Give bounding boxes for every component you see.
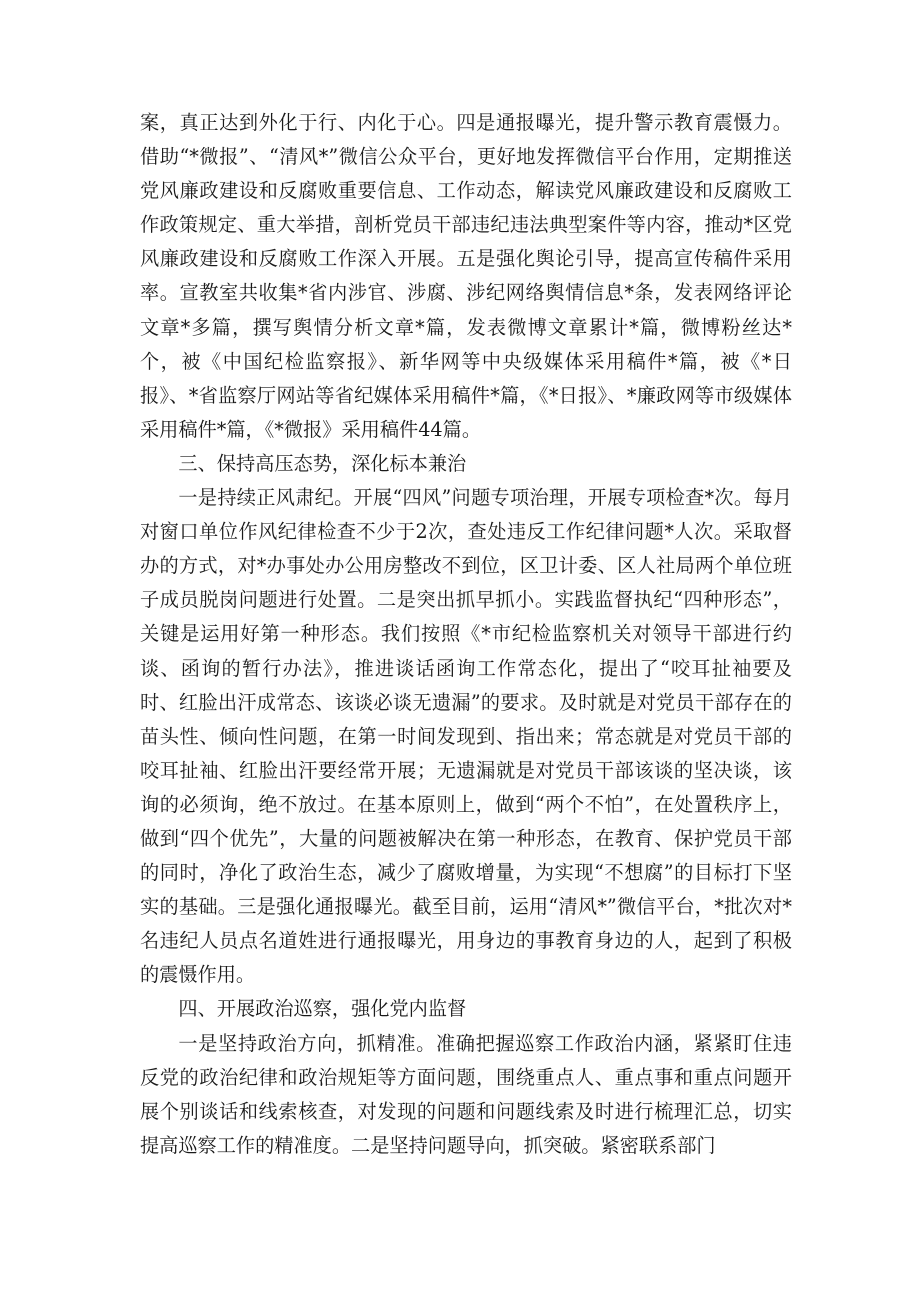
document-body xyxy=(140,106,792,1163)
section-heading-three: 三、保持高压态势，深化标本兼治 xyxy=(178,451,467,475)
paragraph-inspection: 一是坚持政治方向，抓精准。准确把握巡察工作政治内涵，紧紧盯住违反党的政治纪律和政治规矩等方面问题，围绕重点人、重点事和重点问题开展个别谈话和线索核查，对发现的问题和问题线索及时进行梳理汇总，切实提高巡察工作的精准度。二是坚持问题导向，抓突破。紧密联系部门 xyxy=(140,1031,792,1157)
paragraph-discipline: 一是持续正风肃纪。开展“四风”问题专项治理，开展专项检查*次。每月对窗口单位作风纪律检查不少于2次，查处违反工作纪律问题*人次。采取督办的方式，对*办事处办公用房整改不到位，区卫计委、区人社局两个单位班子成员脱岗问题进行处置。二是突出抓早抓小。实践监督执纪“四种形态”，关键是运用好第一种形态。我们按照《*市纪检监察机关对领导干部进行约谈、函询的暂行办法》，推进谈话函询工作常态化，提出了“咬耳扯袖要及时、红脸出汗成常态、该谈必谈无遗漏”的要求。及时就是对党员干部存在的苗头性、倾向性问题，在第一时间发现到、指出来；常态就是对党员干部的咬耳扯袖、红脸出汗要经常开展；无遗漏就是对党员干部该谈的坚决谈，该询的必须询，绝不放过。在基本原则上，做到“两个不怕”，在处置秩序上，做到“四个优先”，大量的问题被解决在第一种形态，在教育、保护党员干部的同时，净化了政治生态，减少了腐败增量，为实现“不想腐”的目标打下坚实的基础。三是强化通报曝光。截至目前，运用“清风*”微信平台，*批次对*名违纪人员点名道姓进行通报曝光，用身边的事教育身边的人，起到了积极的震慑作用。 xyxy=(140,486,792,987)
paragraph-publicity: 案，真正达到外化于行、内化于心。四是通报曝光，提升警示教育震慑力。借助“*微报”、“清风*”微信公众平台，更好地发挥微信平台作用，定期推送党风廉政建设和反腐败重要信息、工作动态，解读党风廉政建设和反腐败工作政策规定、重大举措，剖析党员干部违纪违法典型案件等内容，推动*区党风廉政建设和反腐败工作深入开展。五是强化舆论引导，提高宣传稿件采用率。宣教室共收集*省内涉官、涉腐、涉纪网络舆情信息*条，发表网络评论文章*多篇，撰写舆情分析文章*篇，发表微博文章累计*篇，微博粉丝达*个，被《中国纪检监察报》、新华网等中央级媒体采用稿件*篇，被《*日报》、*省监察厅网站等省纪媒体采用稿件*篇，《*日报》、*廉政网等市级媒体采用稿件*篇，《*微报》采用稿件44篇。 xyxy=(140,111,792,441)
section-heading-four: 四、开展政治巡察，强化党内监督 xyxy=(178,997,467,1021)
